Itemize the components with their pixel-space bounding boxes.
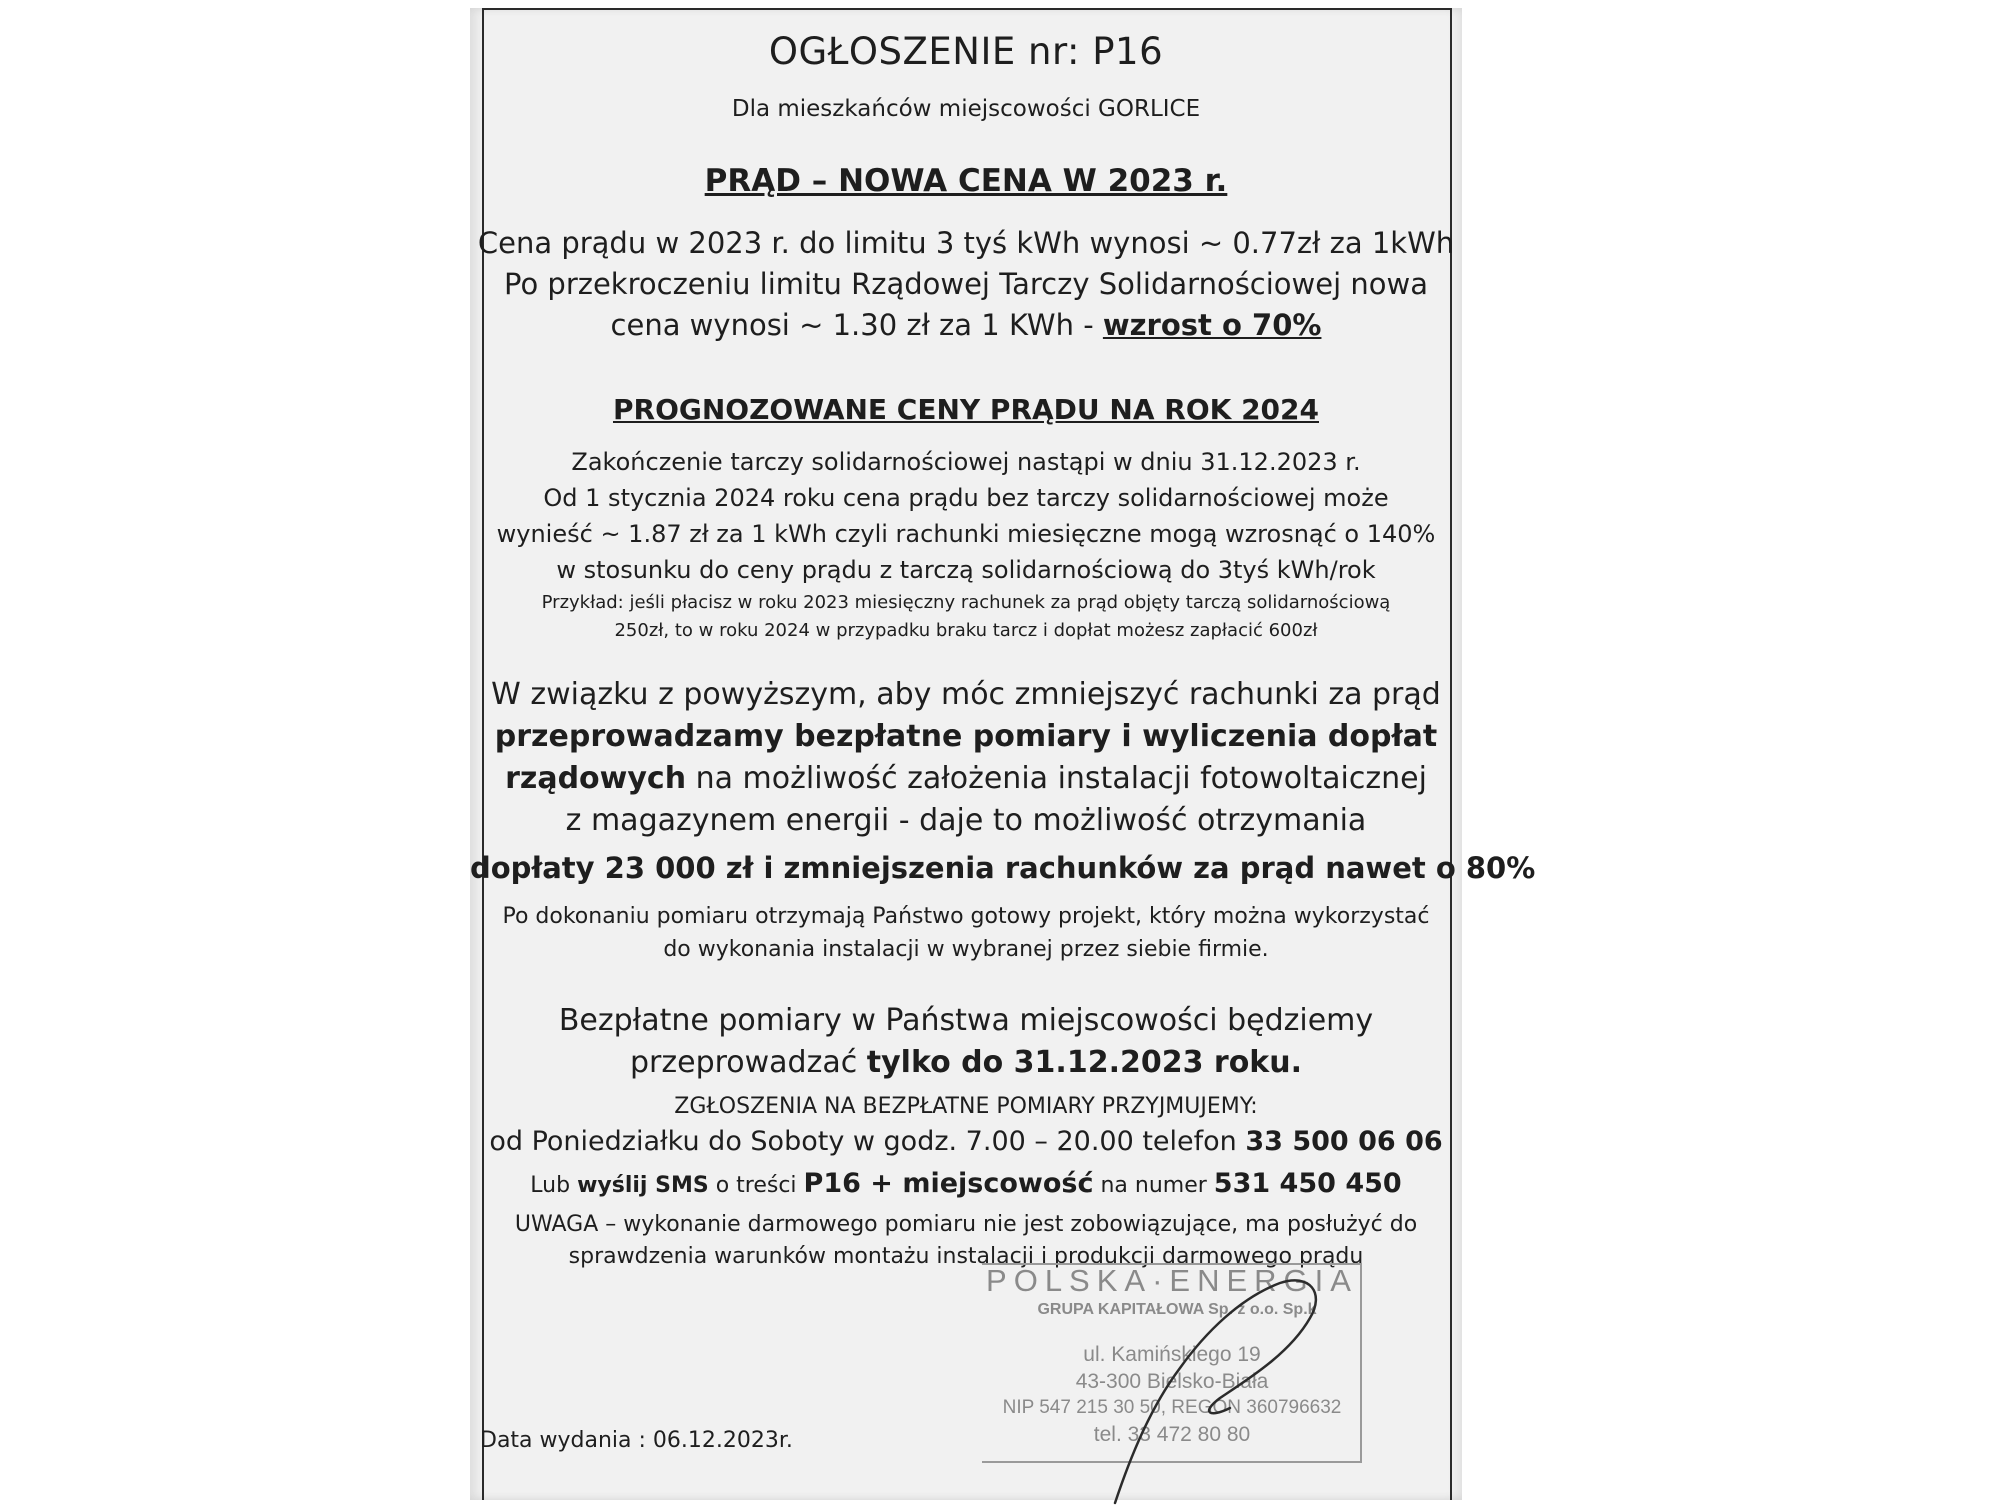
section1-line1: Cena prądu w 2023 r. do limitu 3 tyś kWh wynosi ~ 0.77zł za 1kWh <box>477 226 1455 260</box>
section3-line3 <box>470 761 1462 796</box>
section2-heading: PROGNOZOWANE CENY PRĄDU NA ROK 2024 <box>612 393 1319 426</box>
sms-text-3: na numer <box>1093 1173 1214 1198</box>
section3-line2: przeprowadzamy bezpłatne pomiary i wyliczenia dopłat <box>494 719 1438 754</box>
section2-line3: wynieść ~ 1.87 zł za 1 kWh czyli rachunki miesięczne mogą wzrosnąć o 140% <box>496 520 1436 548</box>
notice-subtitle: Dla mieszkańców miejscowości GORLICE <box>731 96 1201 122</box>
warning-line1: UWAGA – wykonanie darmowego pomiaru nie jest zobowiązujące, ma posłużyć do <box>514 1212 1418 1237</box>
section1-line3-text: cena wynosi ~ 1.30 zł za 1 KWh - <box>610 308 1103 342</box>
stamp-address1: ul. Kamińskiego 19 <box>1083 1343 1261 1366</box>
stamp-address2: 43-300 Bielsko-Biała <box>1075 1370 1269 1393</box>
sms-line <box>470 1168 1462 1199</box>
section2-line2: Od 1 stycznia 2024 roku cena prądu bez tarczy solidarnościowej może <box>543 484 1389 512</box>
section3-line7: do wykonania instalacji w wybranej przez siebie firmie. <box>663 937 1269 962</box>
deadline-highlight: tylko do 31.12.2023 roku. <box>866 1045 1303 1080</box>
notice-sheet <box>470 8 1536 1500</box>
section1-line2: Po przekroczeniu limitu Rządowej Tarczy Solidarnościowej nowa <box>504 267 1428 301</box>
warning-line2: sprawdzenia warunków montażu instalacji i produkcji darmowego prądu <box>568 1244 1364 1269</box>
increase-highlight: wzrost o 70% <box>1102 308 1322 342</box>
sms-action: wyślij SMS <box>577 1173 709 1198</box>
issue-date: Data wydania : 06.12.2023r. <box>480 1428 793 1453</box>
section2-line1: Zakończenie tarczy solidarnościowej nastąpi w dniu 31.12.2023 r. <box>571 448 1361 476</box>
stamp-brand: POLSKA·ENERGIA <box>986 1263 1358 1298</box>
section2-line4: w stosunku do ceny prądu z tarczą solidarnościową do 3tyś kWh/rok <box>556 556 1376 584</box>
stamp-subtitle: GRUPA KAPITAŁOWA Sp. z o.o. Sp.k <box>1037 1301 1317 1318</box>
section4-line2 <box>470 1045 1462 1080</box>
signature-scribble <box>1110 1258 1350 1508</box>
section3-line3-text: na możliwość założenia instalacji fotowoltaicznej <box>686 761 1427 796</box>
stamp-phone: tel. 33 472 80 80 <box>1093 1423 1251 1446</box>
section4-line3: ZGŁOSZENIA NA BEZPŁATNE POMIARY PRZYJMUJEMY: <box>674 1094 1258 1119</box>
section3-line1: W związku z powyższym, aby móc zmniejszyć rachunki za prąd <box>491 677 1441 712</box>
sms-number: 531 450 450 <box>1213 1168 1402 1199</box>
phone-number: 33 500 06 06 <box>1245 1126 1443 1157</box>
section1-line3 <box>470 308 1462 342</box>
section3-line4: z magazynem energii - daje to możliwość otrzymania <box>565 803 1367 838</box>
sms-text-2: o treści <box>708 1173 804 1198</box>
phone-line-text: od Poniedziałku do Soboty w godz. 7.00 – 20.00 telefon <box>489 1126 1246 1157</box>
sms-text-1: Lub <box>530 1173 578 1198</box>
section3-line3-bold: rządowych <box>505 761 687 796</box>
phone-line <box>470 1126 1462 1157</box>
stamp-ids: NIP 547 215 30 50, REGON 360796632 <box>1002 1397 1342 1418</box>
section3-line6: Po dokonaniu pomiaru otrzymają Państwo gotowy projekt, który można wykorzystać <box>502 904 1430 929</box>
example-line1: Przykład: jeśli płacisz w roku 2023 miesięczny rachunek za prąd objęty tarczą solidarnościową <box>541 592 1391 613</box>
section1-heading: PRĄD – NOWA CENA W 2023 r. <box>704 163 1228 199</box>
section3-line5: dopłaty 23 000 zł i zmniejszenia rachunków za prąd nawet o 80% <box>470 851 1536 885</box>
section4-line1: Bezpłatne pomiary w Państwa miejscowości będziemy <box>558 1003 1374 1038</box>
notice-title: OGŁOSZENIE nr: P16 <box>768 30 1164 73</box>
section4-line2-text: przeprowadzać <box>629 1045 867 1080</box>
sms-code: P16 + miejscowość <box>803 1168 1094 1199</box>
example-line2: 250zł, to w roku 2024 w przypadku braku tarcz i dopłat możesz zapłacić 600zł <box>614 620 1318 641</box>
